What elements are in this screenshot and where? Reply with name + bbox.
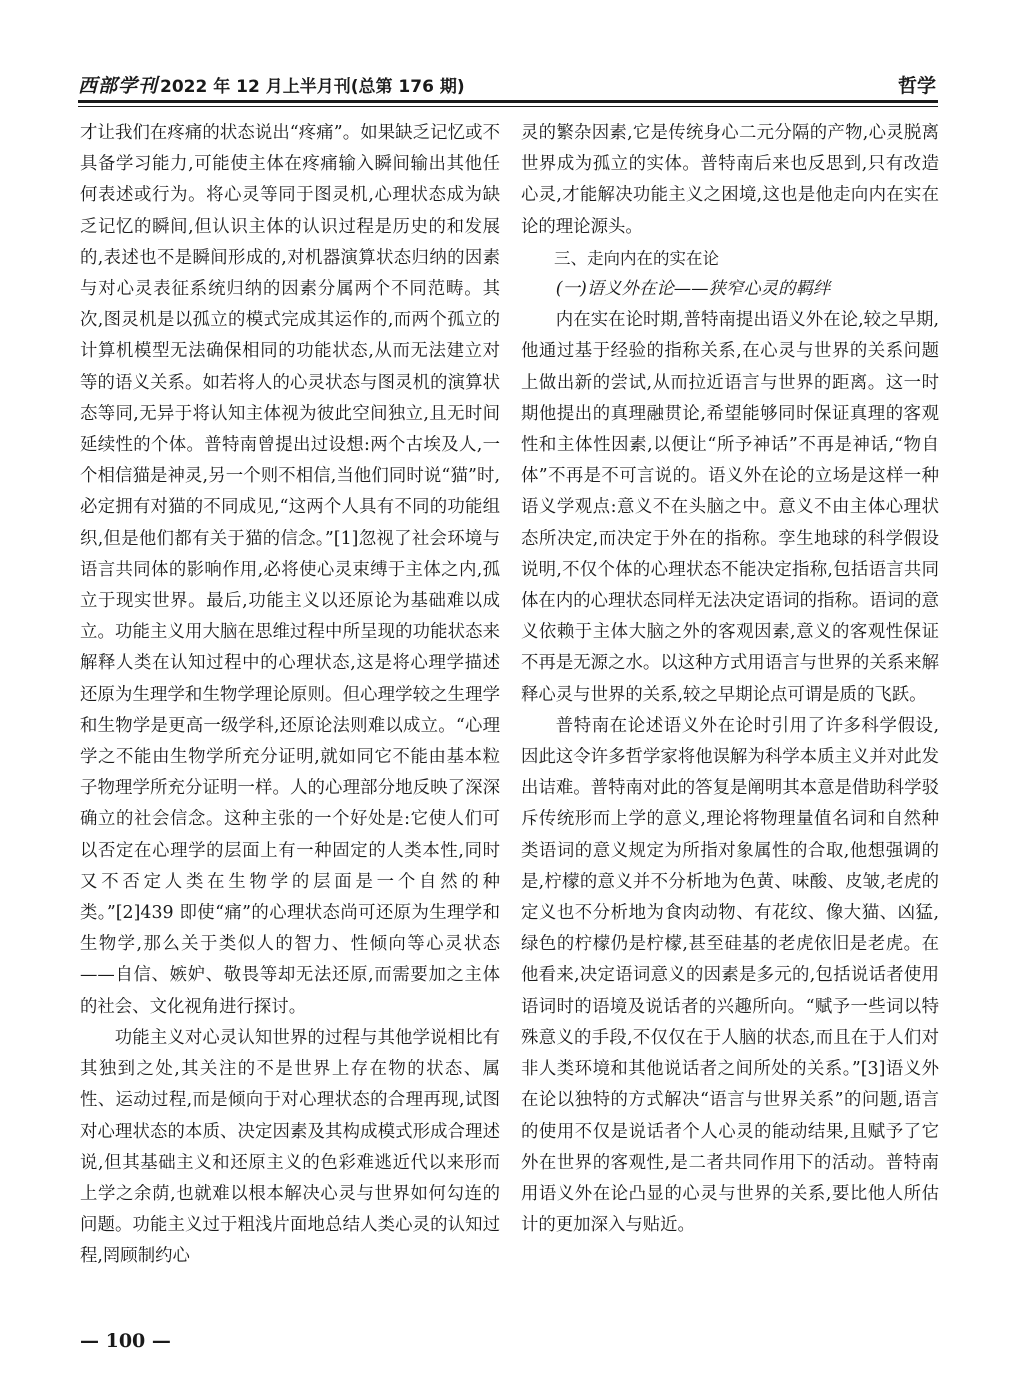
body-paragraph: 普特南在论述语义外在论时引用了许多科学假设,因此这令许多哲学家将他误解为科学本质主义并对此发出诘难。普特南对此的答复是阐明其本意是借助科学驳斥传统形而上学的意义,理论将物理量值名词和自然种类语词的意义规定为所指对象属性的合取,他想强调的是,柠檬的意义并不分析地为色黄、味酸、皮皱,老虎的定义也不分析地为食肉动物、有花纹、像大猫、凶猛,绿色的柠檬仍是柠檬,甚至硅基的老虎依旧是老虎。在他看来,决定语词意义的因素是多元的,包括说话者使用语词时的语境及说话者的兴趣所向。“赋予一些词以特殊意义的手段,不仅仅在于人脑的状态,而且在于人们对非人类环境和其他说话者之间所处的关系。”[3]语义外在论以独特的方式解决“语言与世界关系”的问题,语言的使用不仅是说话者个人心灵的能动结果,且赋予了它外在世界的客观性,是二者共同作用下的活动。普特南用语义外在论凸显的心灵与世界的关系,要比他人所估计的更加深入与贴近。 bbox=[521, 715, 939, 1236]
subsection-heading: (一)语义外在论——狭窄心灵的羁绊 bbox=[555, 279, 831, 300]
header-rule-thin bbox=[78, 106, 938, 107]
header-left bbox=[78, 71, 465, 98]
body-paragraph: 才让我们在疼痛的状态说出“疼痛”。如果缺乏记忆或不具备学习能力,可能使主体在疼痛输入瞬间输出其他任何表述或行为。将心灵等同于图灵机,心理状态成为缺乏记忆的瞬间,但认识主体的认识过程是历史的和发展的,表述也不是瞬间形成的,对机器演算状态归纳的因素与对心灵表征系统归纳的因素分属两个不同范畴。其次,图灵机是以孤立的模式完成其运作的,而两个孤立的计算机模型无法确保相同的功能状态,从而无法建立对等的语义关系。如若将人的心灵状态与图灵机的演算状态等同,无异于将认知主体视为彼此空间独立,且无时间延续性的个体。普特南曾提出过设想:两个古埃及人,一个相信猫是神灵,另一个则不相信,当他们同时说“猫”时,必定拥有对猫的不同成见,“这两个人具有不同的功能组织,但是他们都有关于猫的信念。”[1]忽视了社会环境与语言共同体的影响作用,必将使心灵束缚于主体之内,孤立于现实世界。最后,功能主义以还原论为基础难以成立。功能主义用大脑在思维过程中所呈现的功能状态来解释人类在认知过程中的心理状态,这是将心理学描述还原为生理学和生物学理论原则。但心理学较之生理学和生物学是更高一级学科,还原论法则难以成立。“心理学之不能由生物学所充分证明,就如同它不能由基本粒子物理学所充分证明一样。人的心理部分地反映了深深确立的社会信念。这种主张的一个好处是:它使人们可以否定在心理学的层面上有一种固定的人类本性,同时又不否定人类在生物学的层面是一个自然的种类。”[2]439 即使“痛”的心理状态尚可还原为生理学和生物学,那么关于类似人的智力、性倾向等心灵状态——自信、嫉妒、敬畏等却无法还原,而需要加之主体的社会、文化视角进行探讨。 bbox=[80, 123, 500, 1017]
page-number: — 100 — bbox=[80, 1330, 171, 1352]
section-heading: 三、走向内在的实在论 bbox=[554, 248, 719, 268]
left-column bbox=[80, 118, 500, 1273]
issue-info: 2022 年 12 月上半月刊(总第 176 期) bbox=[160, 77, 465, 97]
page-header bbox=[78, 72, 936, 98]
section-label: 哲学 bbox=[897, 75, 936, 97]
body-paragraph: 功能主义对心灵认知世界的过程与其他学说相比有其独到之处,其关注的不是世界上存在物的状态、属性、运动过程,而是倾向于对心理状态的合理再现,试图对心理状态的本质、决定因素及其构成模式形成合理述说,但其基础主义和还原主义的色彩难逃近代以来形而上学之余荫,也就难以根本解决心灵与世界如何勾连的问题。功能主义过于粗浅片面地总结人类心灵的认知过程,罔顾制约心 bbox=[80, 1027, 500, 1267]
right-column bbox=[521, 118, 939, 1241]
body-paragraph: 内在实在论时期,普特南提出语义外在论,较之早期,他通过基于经验的指称关系,在心灵与世界的关系问题上做出新的尝试,从而拉近语言与世界的距离。这一时期他提出的真理融贯论,希望能够同时保证真理的客观性和主体性因素,以便让“所予神话”不再是神话,“物自体”不再是不可言说的。语义外在论的立场是这样一种语义学观点:意义不在头脑之中。意义不由主体心理状态所决定,而决定于外在的指称。孪生地球的科学假设说明,不仅个体的心理状态不能决定指称,包括语言共同体在内的心理状态同样无法决定语词的指称。语词的意义依赖于主体大脑之外的客观因素,意义的客观性保证不再是无源之水。以这种方式用语言与世界的关系来解释心灵与世界的关系,较之早期论点可谓是质的飞跃。 bbox=[521, 310, 939, 705]
body-paragraph: 灵的繁杂因素,它是传统身心二元分隔的产物,心灵脱离世界成为孤立的实体。普特南后来也反思到,只有改造心灵,才能解决功能主义之困境,这也是他走向内在实在论的理论源头。 bbox=[521, 123, 939, 237]
journal-logo: 西部学刊 bbox=[78, 75, 159, 97]
header-rule-thick bbox=[78, 100, 938, 103]
